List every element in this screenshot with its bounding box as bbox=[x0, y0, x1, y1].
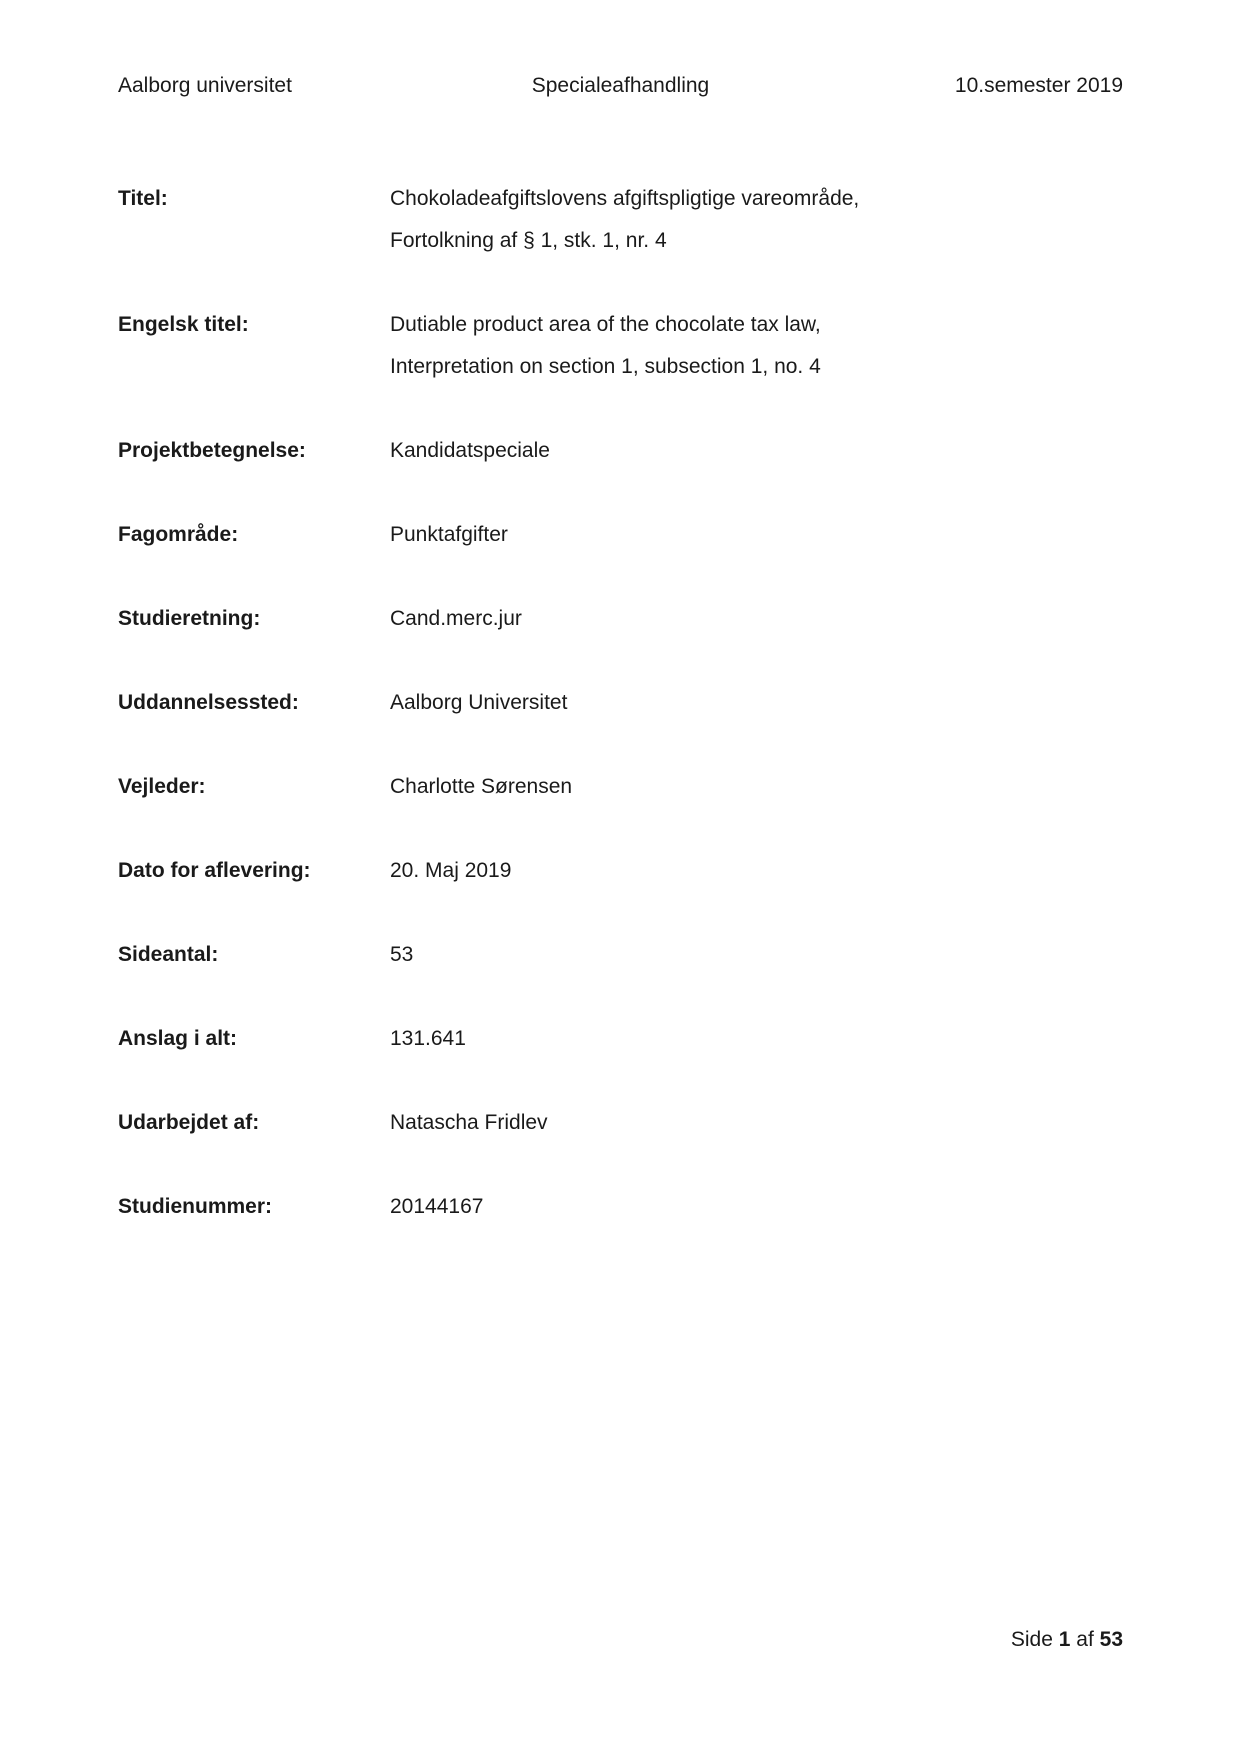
field-row-sideantal bbox=[118, 934, 1123, 976]
footer-total-pages: 53 bbox=[1099, 1628, 1123, 1651]
field-value-anslag: 131.641 bbox=[390, 1027, 466, 1050]
field-value-fagomraade: Punktafgifter bbox=[390, 523, 508, 546]
header-university: Aalborg universitet bbox=[118, 74, 292, 97]
header-document-type: Specialeafhandling bbox=[531, 74, 710, 97]
engelsk-titel-line-2: Interpretation on section 1, subsection 1, no. 4 bbox=[390, 355, 821, 378]
header-semester: 10.semester 2019 bbox=[954, 74, 1123, 97]
field-row-udarbejdet bbox=[118, 1102, 1123, 1144]
title-page-fields bbox=[118, 178, 1123, 1270]
field-label-vejleder: Vejleder: bbox=[118, 775, 206, 798]
page-header bbox=[118, 74, 1123, 104]
field-value-sideantal: 53 bbox=[390, 943, 414, 966]
titel-line-1: Chokoladeafgiftslovens afgiftspligtige vareområde, bbox=[390, 187, 860, 210]
field-value-studieretning: Cand.merc.jur bbox=[390, 607, 522, 630]
field-label-sideantal: Sideantal: bbox=[118, 943, 219, 966]
field-label-dato: Dato for aflevering: bbox=[118, 859, 311, 882]
field-label-uddannelsessted: Uddannelsessted: bbox=[118, 691, 299, 714]
field-label-titel: Titel: bbox=[118, 187, 168, 210]
field-label-studienummer: Studienummer: bbox=[118, 1195, 273, 1218]
field-label-studieretning: Studieretning: bbox=[118, 607, 261, 630]
field-value-udarbejdet: Natascha Fridlev bbox=[390, 1111, 548, 1134]
field-row-titel bbox=[118, 178, 1123, 262]
field-value-dato: 20. Maj 2019 bbox=[390, 859, 512, 882]
field-row-dato bbox=[118, 850, 1123, 892]
field-row-studienummer bbox=[118, 1186, 1123, 1228]
engelsk-titel-line-1: Dutiable product area of the chocolate tax law, bbox=[390, 313, 821, 336]
footer-prefix: Side bbox=[1010, 1628, 1053, 1651]
field-row-engelsk-titel bbox=[118, 304, 1123, 388]
field-label-anslag: Anslag i alt: bbox=[118, 1027, 238, 1050]
field-row-projektbetegnelse bbox=[118, 430, 1123, 472]
footer-middle: af bbox=[1076, 1628, 1094, 1651]
footer-current-page: 1 bbox=[1058, 1628, 1071, 1651]
field-label-udarbejdet: Udarbejdet af: bbox=[118, 1111, 260, 1134]
field-value-titel bbox=[390, 178, 1123, 262]
field-label-projektbetegnelse: Projektbetegnelse: bbox=[118, 439, 306, 462]
field-value-uddannelsessted: Aalborg Universitet bbox=[390, 691, 568, 714]
field-row-studieretning bbox=[118, 598, 1123, 640]
field-row-uddannelsessted bbox=[118, 682, 1123, 724]
field-value-vejleder: Charlotte Sørensen bbox=[390, 775, 573, 798]
field-row-anslag bbox=[118, 1018, 1123, 1060]
field-value-engelsk-titel bbox=[390, 304, 1123, 388]
field-value-projektbetegnelse: Kandidatspeciale bbox=[390, 439, 550, 462]
field-label-fagomraade: Fagområde: bbox=[118, 523, 239, 546]
field-value-studienummer: 20144167 bbox=[390, 1195, 484, 1218]
page-number-footer bbox=[1011, 1628, 1123, 1652]
titel-line-2: Fortolkning af § 1, stk. 1, nr. 4 bbox=[390, 229, 667, 252]
field-label-engelsk-titel: Engelsk titel: bbox=[118, 313, 249, 336]
field-row-fagomraade bbox=[118, 514, 1123, 556]
field-row-vejleder bbox=[118, 766, 1123, 808]
